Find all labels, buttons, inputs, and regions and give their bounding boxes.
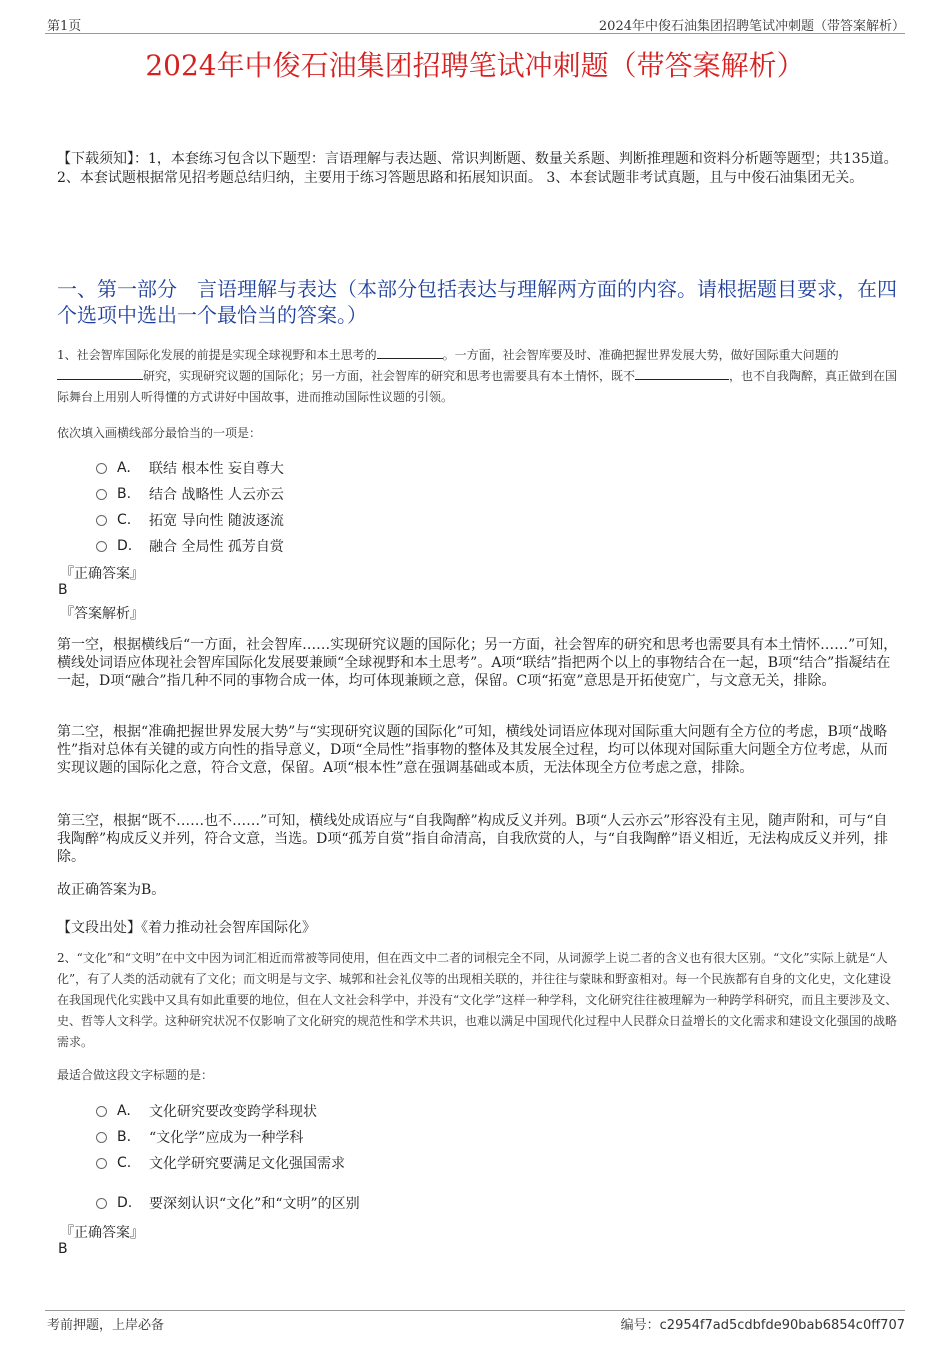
- q2-prompt: 最适合做这段文字标题的是：: [57, 1068, 214, 1082]
- q1-answer-label: 『正确答案』: [60, 566, 144, 582]
- q1-analysis-para-2: 第二空，根据“准确把握世界发展大势”与“实现研究议题的国际化”可知，横线处词语应体现对国际重大问题有全方位的考虑，B项“战略性”指对总体有关键的或方向性的指导意义，D项“全局性”指事物的整体及其发展全过程，均可以体现对国际重大问题全方位考虑，从而实现议题的国际化之意，符合文意，保留。A项“根本性”意在强调基础或本质，无法体现全方位考虑之意，排除。: [57, 724, 888, 776]
- q1-prompt: 依次填入画横线部分最恰当的一项是：: [57, 426, 262, 440]
- q1-stem-part-3: 研究，实现研究议题的国际化；另一方面，社会智库的研究和思考也需要具有本土情怀，既不: [143, 369, 636, 383]
- q1-blank-2: [57, 367, 143, 380]
- footer-serial: [621, 1314, 905, 1333]
- q1-blank-1: [377, 346, 443, 359]
- q2-option-c[interactable]: [96, 1153, 345, 1173]
- option-text: 融合 全局性 孤芳自赏: [149, 539, 284, 555]
- option-text: 联结 根本性 妄自尊大: [149, 461, 284, 477]
- option-text: 文化研究要改变跨学科现状: [149, 1104, 317, 1120]
- q1-source: 【文段出处】《着力推动社会智库国际化》: [57, 920, 316, 936]
- q2-option-b[interactable]: [96, 1127, 303, 1147]
- option-letter: A.: [117, 460, 131, 476]
- option-letter: C.: [117, 512, 132, 528]
- serial-label: 编号：: [620, 1318, 660, 1333]
- radio-icon[interactable]: [96, 1106, 107, 1117]
- option-letter: D.: [117, 538, 133, 554]
- option-text: 拓宽 导向性 随波逐流: [149, 513, 284, 529]
- q1-option-d[interactable]: [96, 536, 284, 556]
- q2-stem: 2、“文化”和“文明”在中文中因为词汇相近而常被等同使用，但在西文中二者的词根完全不同，从词源学上说二者的含义也有很大区别。“文化”实际上就是“人化”，有了人类的活动就有了文化；而文明是与文字、城郭和社会礼仪等的出现相关联的，并往往与蒙昧和野蛮相对。每一个民族都有自身的文化史，文化建设在我国现代化实践中又具有如此重要的地位，但在人文社会科学中，并没有“文化学”这样一种学科，文化研究往往被理解为一种跨学科研究，而且主要涉及文、史、哲等人文科学。这种研究状况不仅影响了文化研究的规范性和学术共识，也难以满足中国现代化过程中人民群众日益增长的文化需求和建设文化强国的战略需求。: [57, 951, 898, 1049]
- option-letter: A.: [117, 1103, 131, 1119]
- q1-option-b[interactable]: [96, 484, 284, 504]
- q1-conclusion: 故正确答案为B。: [57, 882, 166, 898]
- option-letter: B.: [117, 486, 132, 502]
- q1-stem-part-1: 1、社会智库国际化发展的前提是实现全球视野和本土思考的: [57, 348, 377, 362]
- page-number: 第1页: [47, 19, 82, 34]
- radio-icon[interactable]: [96, 1198, 107, 1209]
- q2-option-a[interactable]: [96, 1101, 317, 1121]
- radio-icon[interactable]: [96, 515, 107, 526]
- q2-answer: B: [58, 1241, 68, 1257]
- footer-slogan: 考前押题，上岸必备: [47, 1318, 165, 1333]
- serial-number: c2954f7ad5cdbfde90bab6854c0ff707: [659, 1318, 905, 1333]
- option-letter: B.: [117, 1129, 132, 1145]
- option-text: 结合 战略性 人云亦云: [149, 487, 284, 503]
- q2-option-d[interactable]: [96, 1193, 360, 1213]
- q1-option-c[interactable]: [96, 510, 284, 530]
- q1-blank-3: [635, 367, 729, 380]
- q1-analysis-label: 『答案解析』: [60, 606, 144, 622]
- radio-icon[interactable]: [96, 463, 107, 474]
- q1-stem: [57, 345, 898, 408]
- q1-stem-part-2: 。一方面，社会智库要及时、准确把握世界发展大势，做好国际重大问题的: [442, 348, 839, 362]
- option-letter: D.: [117, 1195, 133, 1211]
- radio-icon[interactable]: [96, 541, 107, 552]
- q2-answer-label: 『正确答案』: [60, 1225, 144, 1241]
- option-text: “文化学”应成为一种学科: [149, 1130, 304, 1146]
- q1-option-a[interactable]: [96, 458, 284, 478]
- q1-answer: B: [58, 582, 68, 598]
- header-doc-title: 2024年中俊石油集团招聘笔试冲刺题（带答案解析）: [598, 19, 905, 34]
- download-notice: 【下载须知】：1，本套练习包含以下题型：言语理解与表达题、常识判断题、数量关系题、判断推理题和资料分析题等题型；共135道。 2、本套试题根据常见招考题总结归纳，主要用于练习答题思路和拓展知识面。 3、本套试题非考试真题，且与中俊石油集团无关。: [57, 151, 898, 186]
- header-divider: [45, 33, 905, 34]
- document-title: 2024年中俊石油集团招聘笔试冲刺题（带答案解析）: [145, 49, 805, 82]
- radio-icon[interactable]: [96, 489, 107, 500]
- option-text: 要深刻认识“文化”和“文明”的区别: [149, 1196, 360, 1212]
- footer-divider: [45, 1310, 905, 1311]
- section-title: 一、第一部分 言语理解与表达（本部分包括表达与理解两方面的内容。请根据题目要求，在四个选项中选出一个最恰当的答案。）: [57, 277, 897, 327]
- option-letter: C.: [117, 1155, 132, 1171]
- radio-icon[interactable]: [96, 1132, 107, 1143]
- option-text: 文化学研究要满足文化强国需求: [149, 1156, 345, 1172]
- q1-analysis-para-1: 第一空，根据横线后“一方面，社会智库……实现研究议题的国际化；另一方面，社会智库的研究和思考也需要具有本土情怀……”可知，横线处词语应体现社会智库国际化发展要兼顾“全球视野和本土思考”。A项“联结”指把两个以上的事物结合在一起，B项“结合”指凝结在一起，D项“融合”指几种不同的事物合成一体，均可体现兼顾之意，保留。C项“拓宽”意思是开拓使宽广，与文意无关，排除。: [57, 637, 898, 689]
- radio-icon[interactable]: [96, 1158, 107, 1169]
- q1-stem-part-4: ，也不自我陶醉，真正做到在国际舞台上用别人听得懂的方式讲好中国故事，进而推动国际性议题的引领。: [57, 369, 898, 404]
- q1-analysis-para-3: 第三空，根据“既不……也不……”可知，横线处成语应与“自我陶醉”构成反义并列。B项“人云亦云”形容没有主见，随声附和，可与“自我陶醉”构成反义并列，符合文意，当选。D项“孤芳自赏”指自命清高，自我欣赏的人，与“自我陶醉”语义相近，无法构成反义并列，排除。: [57, 813, 889, 865]
